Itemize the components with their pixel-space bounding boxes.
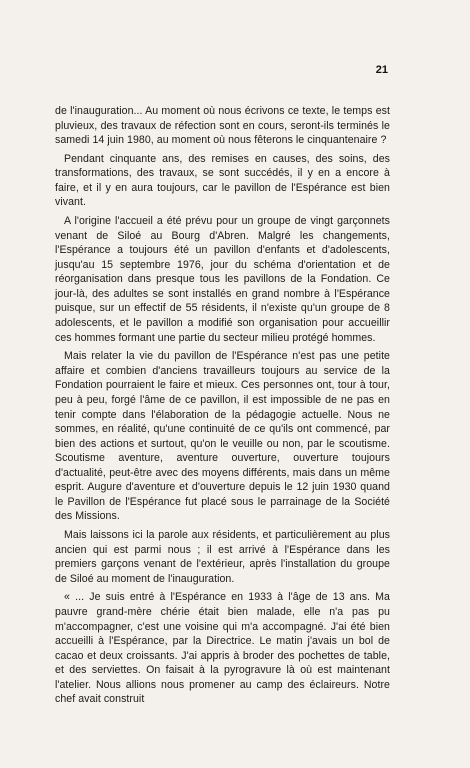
page-number: 21 <box>375 64 388 76</box>
paragraph-1: de l'inauguration... Au moment où nous écrivons ce texte, le temps est pluvieux, des travaux de réfection sont en cours, seront-ils terminés le samedi 14 juin 1980, au moment où nous fêterons le cinquantenaire ? <box>55 105 390 147</box>
body-text <box>55 104 390 711</box>
paragraph-3: A l'origine l'accueil a été prévu pour un groupe de vingt garçonnets venant de Siloé au Bourg d'Abren. Malgré les changements, l'Espérance a toujours été un pavillon d'enfants et d'adolescents, jusqu'au 15 septembre 1976, jour du schéma d'orientation et de réorganisation dans presque tous les pavillons de la Fondation. Ce jour-là, des adultes se sont installés en grand nombre à l'Espérance puisque, sur un effectif de 55 résidents, il n'existe qu'un groupe de 8 adolescents, et le pavillon a modifié son organisation pour accueillir ces hommes formant une partie du secteur milieu protégé hommes. <box>55 215 390 344</box>
paragraph-4: Mais relater la vie du pavillon de l'Espérance n'est pas une petite affaire et combien d'anciens travailleurs toujours au service de la Fondation pourraient le faire et mieux. Ces personnes ont, tour à tour, peu à peu, forgé l'âme de ce pavillon, il est impossible de ne pas en tenir compte dans l'élaboration de la pédagogie actuelle. Nous ne sommes, en réalité, qu'une continuité de ce qu'ils ont commencé, par bien des actions et surtout, qu'on le veuille ou non, par le scoutisme. Scoutisme aventure, aventure ouverture, ouverture toujours d'actualité, peut-être avec des moyens différents, mais dans un même esprit. Augure d'aventure et d'ouverture depuis le 12 juin 1930 quand le Pavillon de l'Espérance fut placé sous le parrainage de la Société des Missions. <box>55 350 390 523</box>
paragraph-5: Mais laissons ici la parole aux résidents, et particulièrement au plus ancien qui est parmi nous ; il est arrivé à l'Espérance dans les premiers garçons venant de l'extérieur, après l'installation du groupe de Siloé au moment de l'inauguration. <box>55 529 390 585</box>
paragraph-2: Pendant cinquante ans, des remises en causes, des soins, des transformations, des travaux, se sont succédés, il y en a encore à faire, et il y en aura toujours, car le pavillon de l'Espérance est bien vivant. <box>55 152 390 209</box>
paragraph-6: « ... Je suis entré à l'Espérance en 1933 à l'âge de 13 ans. Ma pauvre grand-mère chérie était bien malade, elle n'a pas pu m'accompagner, c'est une voisine qui m'a accompagné. J'ai été bien accueilli à l'Espérance, par la Directrice. Le matin j'avais un bol de cacao et deux croissants. J'ai appris à broder des pochettes de table, et des serviettes. On faisait à la pyrogravure là où est maintenant l'atelier. Nous allions nous promener au camp des éclaireurs. Notre chef avait construit <box>55 591 390 706</box>
